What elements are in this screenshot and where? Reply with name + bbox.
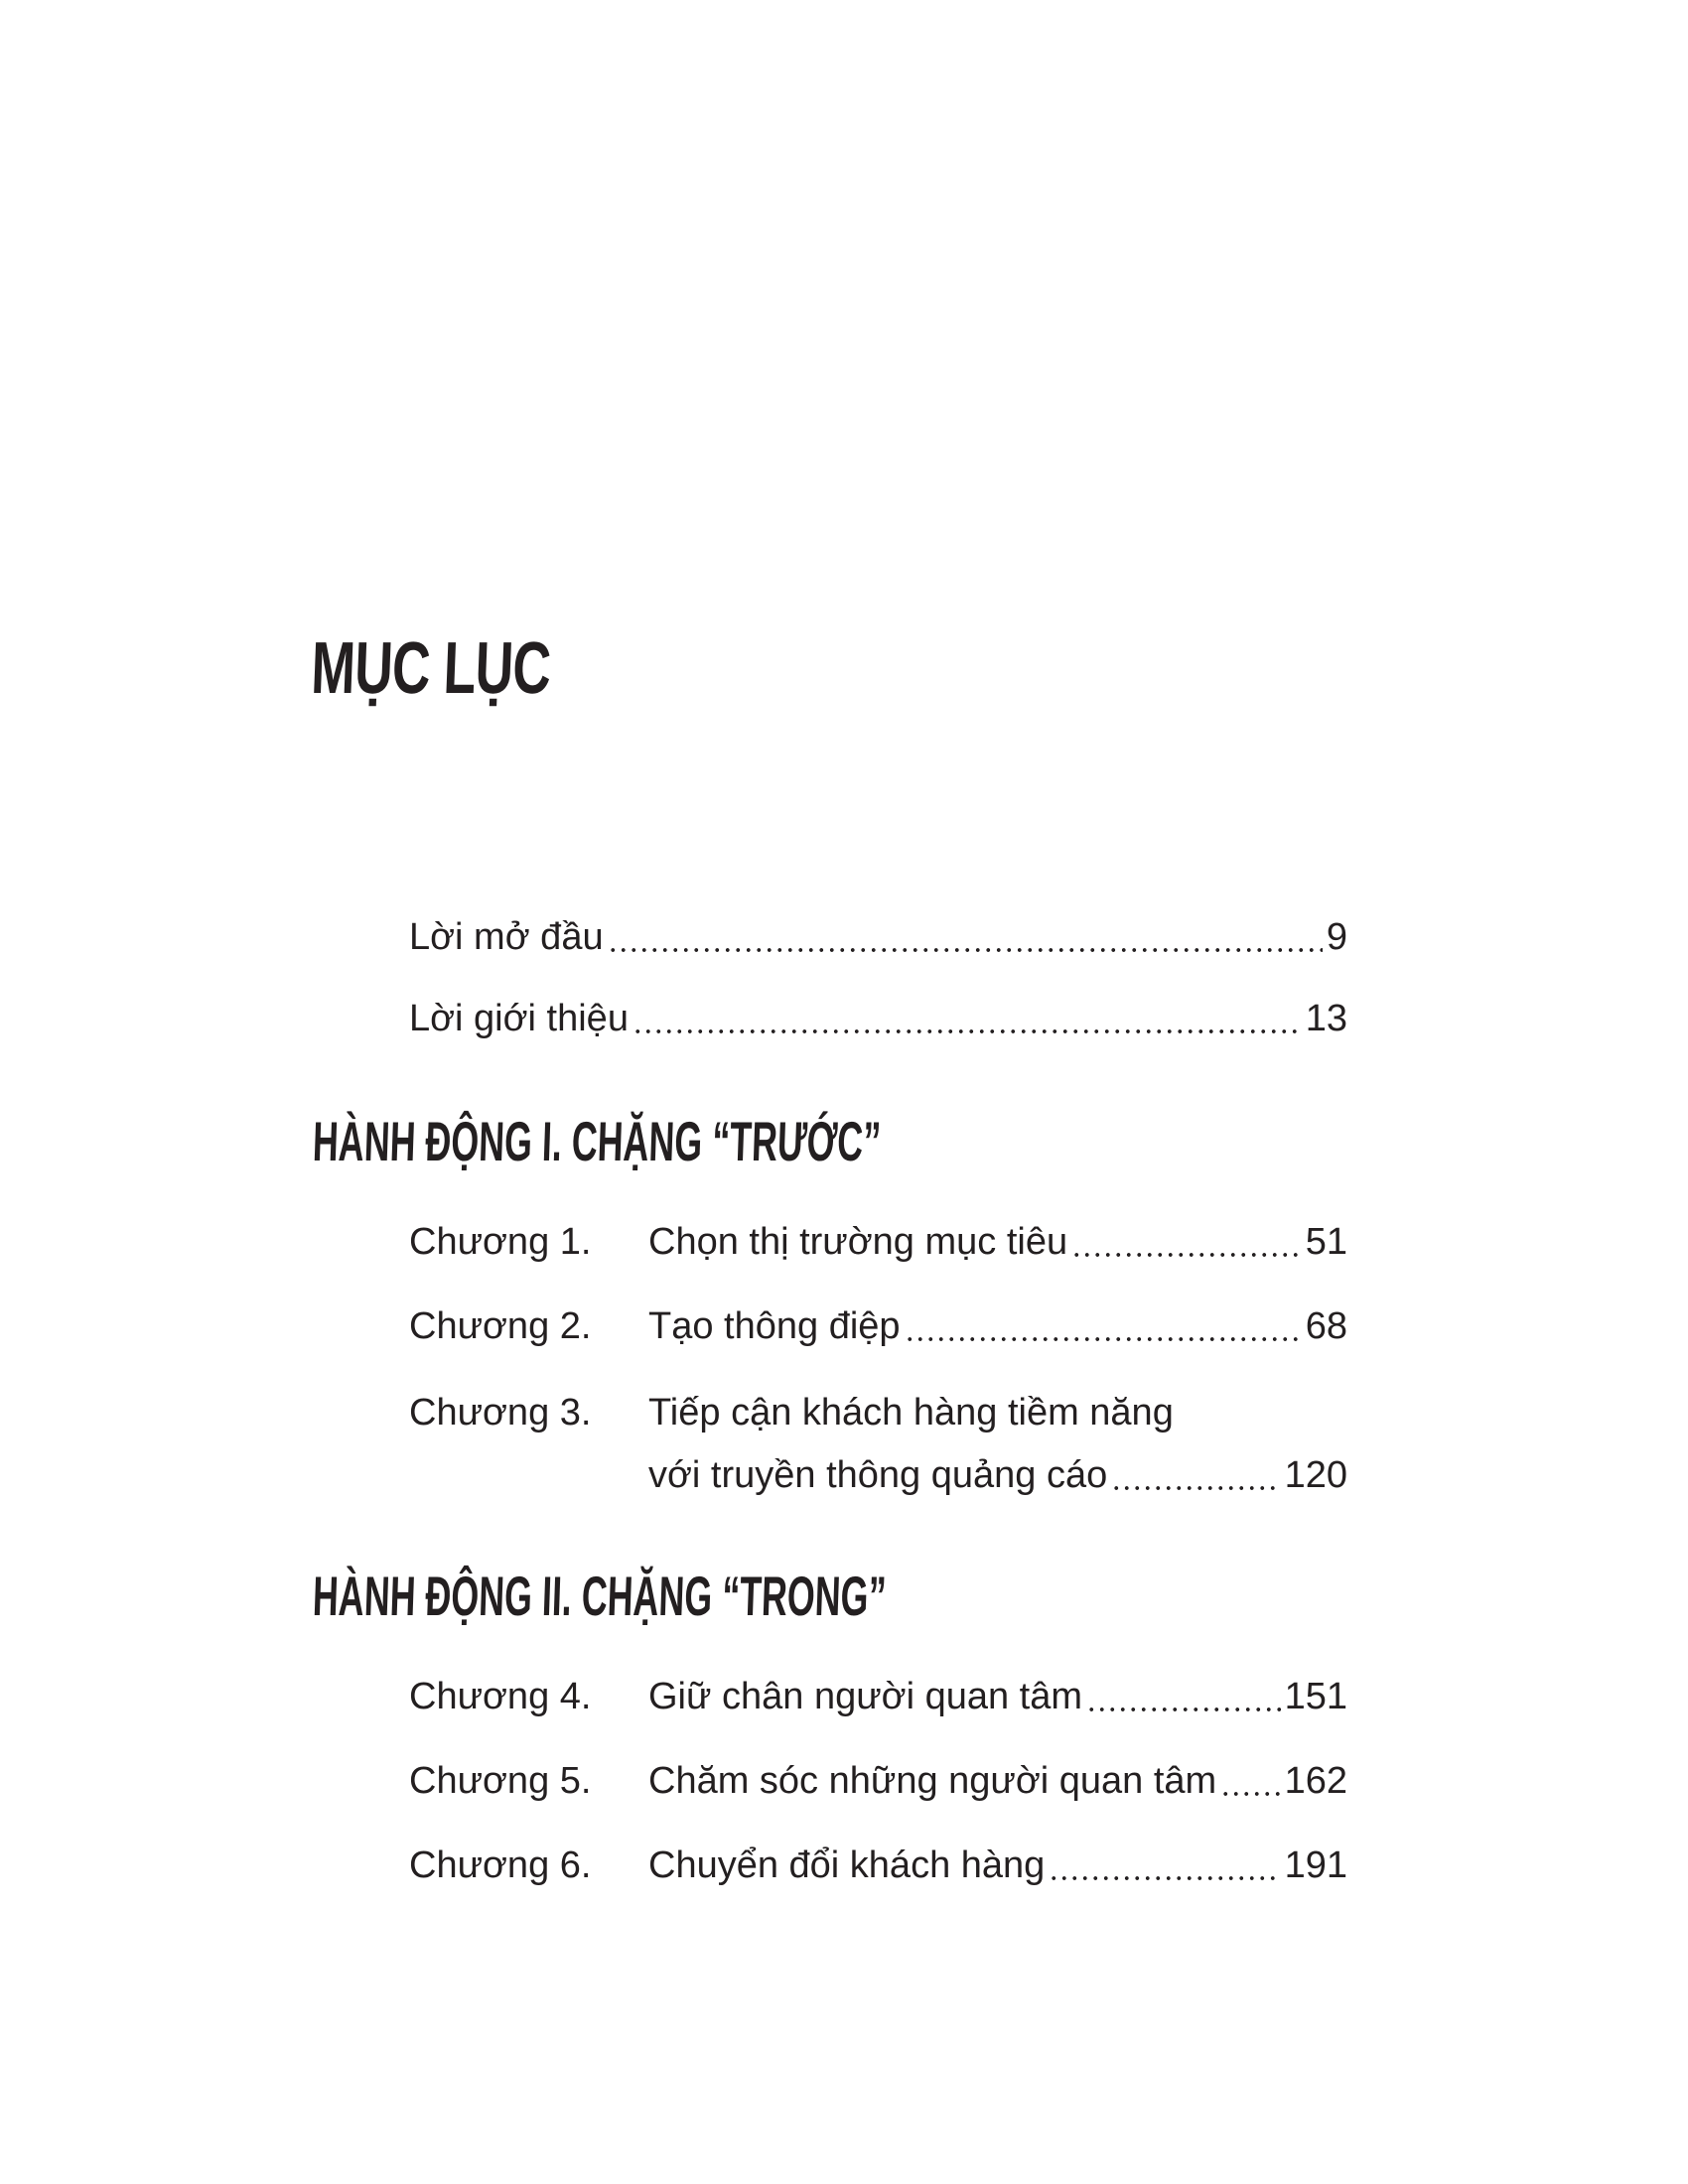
toc-page-number: 9: [1326, 916, 1347, 958]
toc-page-number: 68: [1305, 1305, 1347, 1347]
toc-page-number: 13: [1305, 998, 1347, 1039]
toc-entry-chapter-3[interactable]: [409, 1393, 1347, 1433]
section-heading-2: HÀNH ĐỘNG II. CHẶNG “TRONG”: [312, 1565, 888, 1627]
toc-entry-title: Lời mở đầu: [409, 916, 604, 958]
toc-entry-introduction[interactable]: [409, 999, 1347, 1038]
toc-entry-chapter-1[interactable]: [409, 1222, 1347, 1262]
toc-entry-title-line-1: Tiếp cận khách hàng tiềm năng: [648, 1392, 1174, 1433]
toc-entry-chapter-5[interactable]: [409, 1761, 1347, 1801]
dot-leader: [1111, 1455, 1280, 1495]
toc-page-number: 162: [1284, 1760, 1347, 1802]
toc-entry-chapter-2[interactable]: [409, 1306, 1347, 1346]
toc-entry-title: Chuyển đổi khách hàng: [648, 1844, 1046, 1886]
chapter-label: Chương 1.: [409, 1221, 592, 1263]
toc-entry-title: Chọn thị trường mục tiêu: [648, 1221, 1068, 1263]
section-heading-1: HÀNH ĐỘNG I. CHẶNG “TRƯỚC”: [312, 1110, 883, 1172]
chapter-label: Chương 2.: [409, 1305, 592, 1347]
page-title: MỤC LỤC: [310, 626, 552, 709]
toc-entry-preface[interactable]: [409, 917, 1347, 957]
dot-leader: [905, 1306, 1302, 1346]
toc-page-number: 151: [1284, 1676, 1347, 1717]
toc-entry-title: Giữ chân người quan tâm: [648, 1676, 1083, 1717]
chapter-label: Chương 3.: [409, 1392, 592, 1433]
dot-leader: [608, 917, 1323, 957]
chapter-label: Chương 5.: [409, 1760, 592, 1802]
chapter-label: Chương 6.: [409, 1844, 592, 1886]
toc-entry-title: Lời giới thiệu: [409, 998, 629, 1039]
dot-leader: [1086, 1677, 1281, 1716]
toc-page-number: 51: [1305, 1221, 1347, 1263]
toc-entry-title: Chăm sóc những người quan tâm: [648, 1760, 1217, 1802]
toc-page-number: 120: [1284, 1454, 1347, 1496]
toc-entry-chapter-6[interactable]: [409, 1845, 1347, 1885]
toc-entry-title-line-2: với truyền thông quảng cáo: [648, 1454, 1108, 1496]
toc-entry-chapter-3-continuation[interactable]: [648, 1455, 1347, 1495]
dot-leader: [1071, 1222, 1302, 1262]
dot-leader: [1220, 1761, 1280, 1801]
dot-leader: [633, 999, 1302, 1038]
toc-page-number: 191: [1284, 1844, 1347, 1886]
toc-entry-chapter-4[interactable]: [409, 1677, 1347, 1716]
chapter-label: Chương 4.: [409, 1676, 592, 1717]
toc-entry-title: Tạo thông điệp: [648, 1305, 901, 1347]
dot-leader: [1049, 1845, 1280, 1885]
